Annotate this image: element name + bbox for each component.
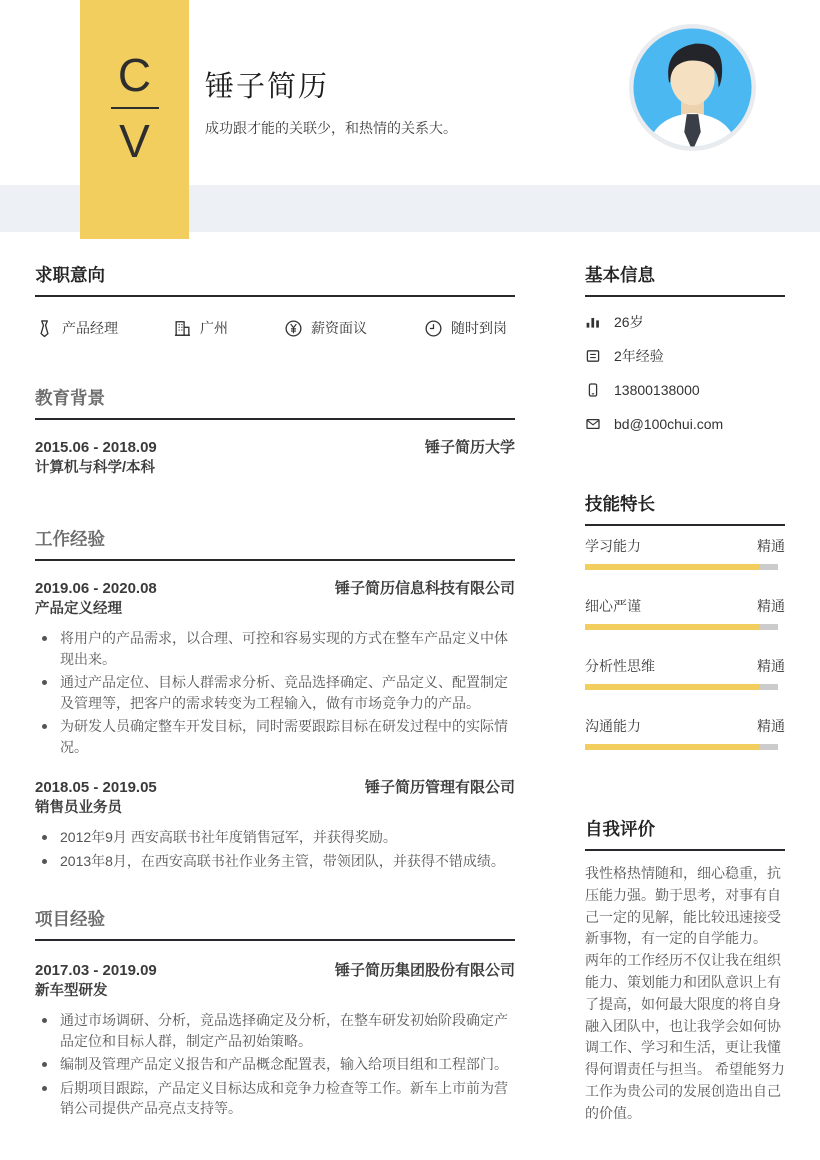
skill-item	[585, 598, 785, 630]
skill-name: 学习能力	[585, 538, 641, 554]
project-name: 新车型研发	[35, 983, 108, 999]
bullet-item: 2012年9月 西安高联书社年度销售冠军，并获得奖励。	[35, 827, 515, 848]
bullet-item: 将用户的产品需求，以合理、可控和容易实现的方式在整车产品定义中体现出来。	[35, 628, 515, 669]
bullet-item: 后期项目跟踪，产品定义目标达成和竞争力检查等工作。新车上市前为营销公司提供产品亮点支持等。	[35, 1078, 515, 1119]
skill-level: 精通	[757, 538, 785, 554]
project-bullet-list	[35, 1010, 515, 1119]
main-column	[35, 266, 515, 1122]
section-heading-projects: 项目经验	[35, 910, 515, 941]
skill-bar	[585, 564, 778, 570]
info-row-age	[585, 313, 785, 331]
experience-value: 2年经验	[614, 348, 664, 364]
intent-salary	[284, 318, 424, 338]
work-entry	[35, 777, 515, 871]
education-major: 计算机与科学/本科	[35, 460, 156, 476]
skill-bar	[585, 624, 778, 630]
job-intent-row	[35, 316, 515, 340]
cv-banner	[80, 0, 189, 239]
skill-name: 细心严谨	[585, 598, 641, 614]
education-period: 2015.06 - 2018.09	[35, 439, 157, 456]
banner-divider	[111, 107, 159, 109]
skill-level: 精通	[757, 718, 785, 734]
skill-bar	[585, 744, 778, 750]
skill-bar-fill	[585, 564, 759, 570]
clock-icon	[424, 319, 443, 338]
email-value: bd@100chui.com	[614, 416, 724, 432]
phone-icon	[585, 382, 601, 398]
intent-position	[35, 318, 173, 338]
building-icon	[173, 319, 192, 338]
bullet-item: 为研发人员确定整车开发目标，同时需要跟踪目标在研发过程中的实际情况。	[35, 716, 515, 757]
bullet-item: 编制及管理产品定义报告和产品概念配置表，输入给项目组和工程部门。	[35, 1054, 515, 1075]
skill-item	[585, 658, 785, 690]
work-company: 锤子简历信息科技有限公司	[334, 580, 515, 597]
skill-bar-fill	[585, 684, 759, 690]
skill-level: 精通	[757, 598, 785, 614]
basic-info-list	[585, 313, 785, 433]
section-skills	[585, 495, 785, 750]
info-row-phone	[585, 381, 785, 399]
section-heading-education: 教育背景	[35, 389, 515, 420]
self-evaluation-paragraph: 两年的工作经历不仅让我在组织能力、策划能力和团队意识上有了提高，如何最大限度的将自身融入团队中，也让我学会如何协调工作、学习和生活，更让我懂得何谓责任与担当。 希望能努力工作为贵公司的发展创造出自己的价值。	[585, 952, 785, 1121]
intent-availability	[424, 318, 507, 338]
intent-availability-label: 随时到岗	[451, 320, 507, 336]
self-evaluation-text	[585, 863, 785, 1125]
section-heading-skills: 技能特长	[585, 495, 785, 526]
banner-letter-v: V	[119, 115, 150, 167]
section-heading-self-evaluation: 自我评价	[585, 820, 785, 851]
skill-bar-fill	[585, 624, 759, 630]
banner-letter-c: C	[117, 49, 152, 101]
work-bullet-list	[35, 827, 515, 871]
education-entry	[35, 437, 515, 479]
education-entry-head	[35, 437, 515, 458]
skill-bar	[585, 684, 778, 690]
info-row-experience	[585, 347, 785, 365]
project-entry	[35, 960, 515, 1119]
intent-city	[173, 318, 284, 338]
education-school: 锤子简历大学	[424, 439, 515, 456]
intent-salary-label: 薪资面议	[311, 320, 367, 336]
project-company: 锤子简历集团股份有限公司	[334, 962, 515, 979]
section-heading-job-intent: 求职意向	[35, 266, 515, 297]
section-self-evaluation	[585, 820, 785, 1125]
section-education	[35, 389, 515, 479]
skill-name: 沟通能力	[585, 718, 641, 734]
mail-icon	[585, 416, 601, 432]
bar-chart-icon	[585, 314, 601, 330]
intent-city-label: 广州	[200, 320, 228, 336]
work-company: 锤子简历管理有限公司	[364, 779, 515, 796]
work-bullet-list	[35, 628, 515, 757]
bullet-item: 通过市场调研、分析，竞品选择确定及分析，在整车研发初始阶段确定产品定位和目标人群，制定产品初始策略。	[35, 1010, 515, 1051]
intent-position-label: 产品经理	[62, 320, 118, 336]
skill-name: 分析性思维	[585, 658, 655, 674]
project-period: 2017.03 - 2019.09	[35, 962, 157, 979]
skill-item	[585, 718, 785, 750]
info-row-email	[585, 415, 785, 433]
section-heading-basic-info: 基本信息	[585, 266, 785, 297]
work-period: 2019.06 - 2020.08	[35, 580, 157, 597]
skill-bar-fill	[585, 744, 759, 750]
work-entry	[35, 578, 515, 757]
tagline: 成功跟才能的关联少，和热情的关系大。	[205, 120, 457, 136]
section-heading-work: 工作经验	[35, 530, 515, 561]
bullet-item: 2013年8月，在西安高联书社作业务主管，带领团队，并获得不错成绩。	[35, 851, 515, 872]
yen-circle-icon	[284, 319, 303, 338]
work-entry-head	[35, 777, 515, 798]
skill-level: 精通	[757, 658, 785, 674]
bullet-item: 通过产品定位、目标人群需求分析、竞品选择确定、产品定义、配置制定及管理等，把客户的需求转变为工程输入，做有市场竞争力的产品。	[35, 672, 515, 713]
tie-icon	[35, 319, 54, 338]
avatar	[629, 24, 756, 151]
phone-value: 13800138000	[614, 382, 700, 398]
self-evaluation-paragraph: 我性格热情随和，细心稳重，抗压能力强。勤于思考，对事有自己一定的见解，能比较迅速接受新事物，有一定的自学能力。	[585, 865, 781, 947]
work-period: 2018.05 - 2019.05	[35, 779, 157, 796]
notebook-icon	[585, 348, 601, 364]
work-role: 销售员业务员	[35, 800, 122, 816]
project-entry-head	[35, 960, 515, 981]
side-column	[585, 266, 785, 1125]
work-entry-head	[35, 578, 515, 599]
age-value: 26岁	[614, 314, 644, 330]
skill-item	[585, 538, 785, 570]
work-role: 产品定义经理	[35, 601, 122, 617]
section-projects	[35, 910, 515, 1119]
section-work	[35, 530, 515, 871]
page-title: 锤子简历	[205, 71, 330, 103]
